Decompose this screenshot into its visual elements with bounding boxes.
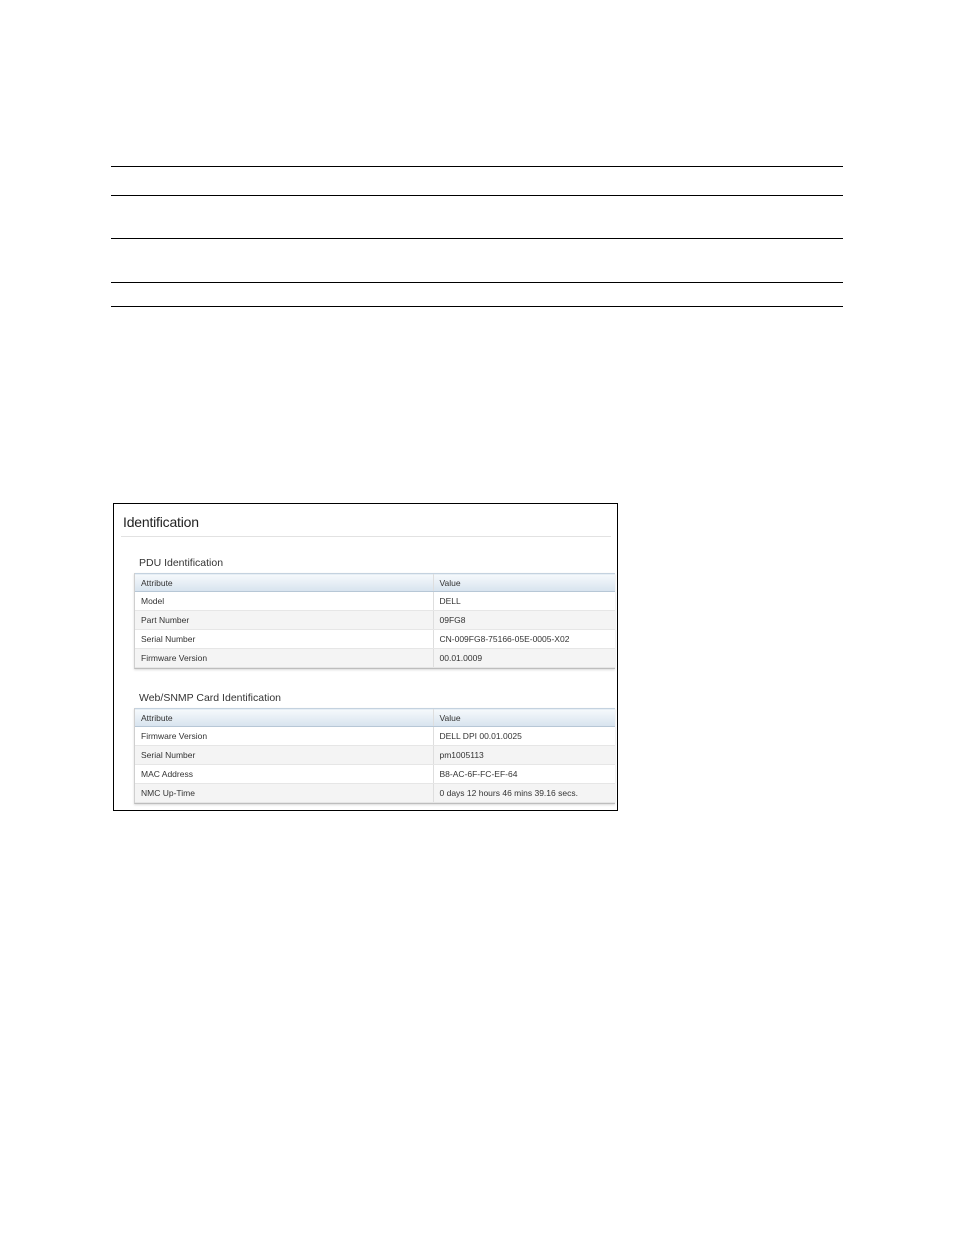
attribute-cell: Model	[135, 592, 433, 611]
pdu-identification-table	[134, 573, 615, 669]
value-cell: 0 days 12 hours 46 mins 39.16 secs.	[433, 784, 615, 803]
attribute-cell: Serial Number	[135, 630, 433, 649]
column-header-attribute: Attribute	[135, 574, 433, 592]
identification-screenshot	[113, 503, 618, 811]
column-header-value: Value	[433, 709, 615, 727]
table-row	[135, 649, 615, 668]
table-header-row	[135, 574, 615, 592]
table-row	[135, 611, 615, 630]
table-rule	[111, 195, 843, 196]
attribute-cell: Firmware Version	[135, 727, 433, 746]
value-cell: DELL DPI 00.01.0025	[433, 727, 615, 746]
value-cell: pm1005113	[433, 746, 615, 765]
column-header-attribute: Attribute	[135, 709, 433, 727]
column-header-value: Value	[433, 574, 615, 592]
table-row	[135, 784, 615, 803]
attribute-cell: NMC Up-Time	[135, 784, 433, 803]
value-cell: DELL	[433, 592, 615, 611]
table-rule	[111, 282, 843, 283]
page-title: Identification	[123, 514, 199, 530]
table-rule-top	[111, 166, 843, 167]
table-row	[135, 592, 615, 611]
web-snmp-card-identification-table	[134, 708, 615, 804]
attribute-cell: MAC Address	[135, 765, 433, 784]
title-divider	[121, 536, 611, 537]
table-header-row	[135, 709, 615, 727]
value-cell: 00.01.0009	[433, 649, 615, 668]
table-rule-bottom	[111, 306, 843, 307]
value-cell: CN-009FG8-75166-05E-0005-X02	[433, 630, 615, 649]
attribute-cell: Serial Number	[135, 746, 433, 765]
pdu-identification-label: PDU Identification	[139, 557, 224, 569]
attribute-cell: Firmware Version	[135, 649, 433, 668]
table-row	[135, 630, 615, 649]
value-cell: 09FG8	[433, 611, 615, 630]
table-rule	[111, 238, 843, 239]
attribute-cell: Part Number	[135, 611, 433, 630]
value-cell: B8-AC-6F-FC-EF-64	[433, 765, 615, 784]
table-row	[135, 746, 615, 765]
table-row	[135, 727, 615, 746]
web-snmp-card-identification-label: Web/SNMP Card Identification	[139, 692, 282, 704]
table-row	[135, 765, 615, 784]
